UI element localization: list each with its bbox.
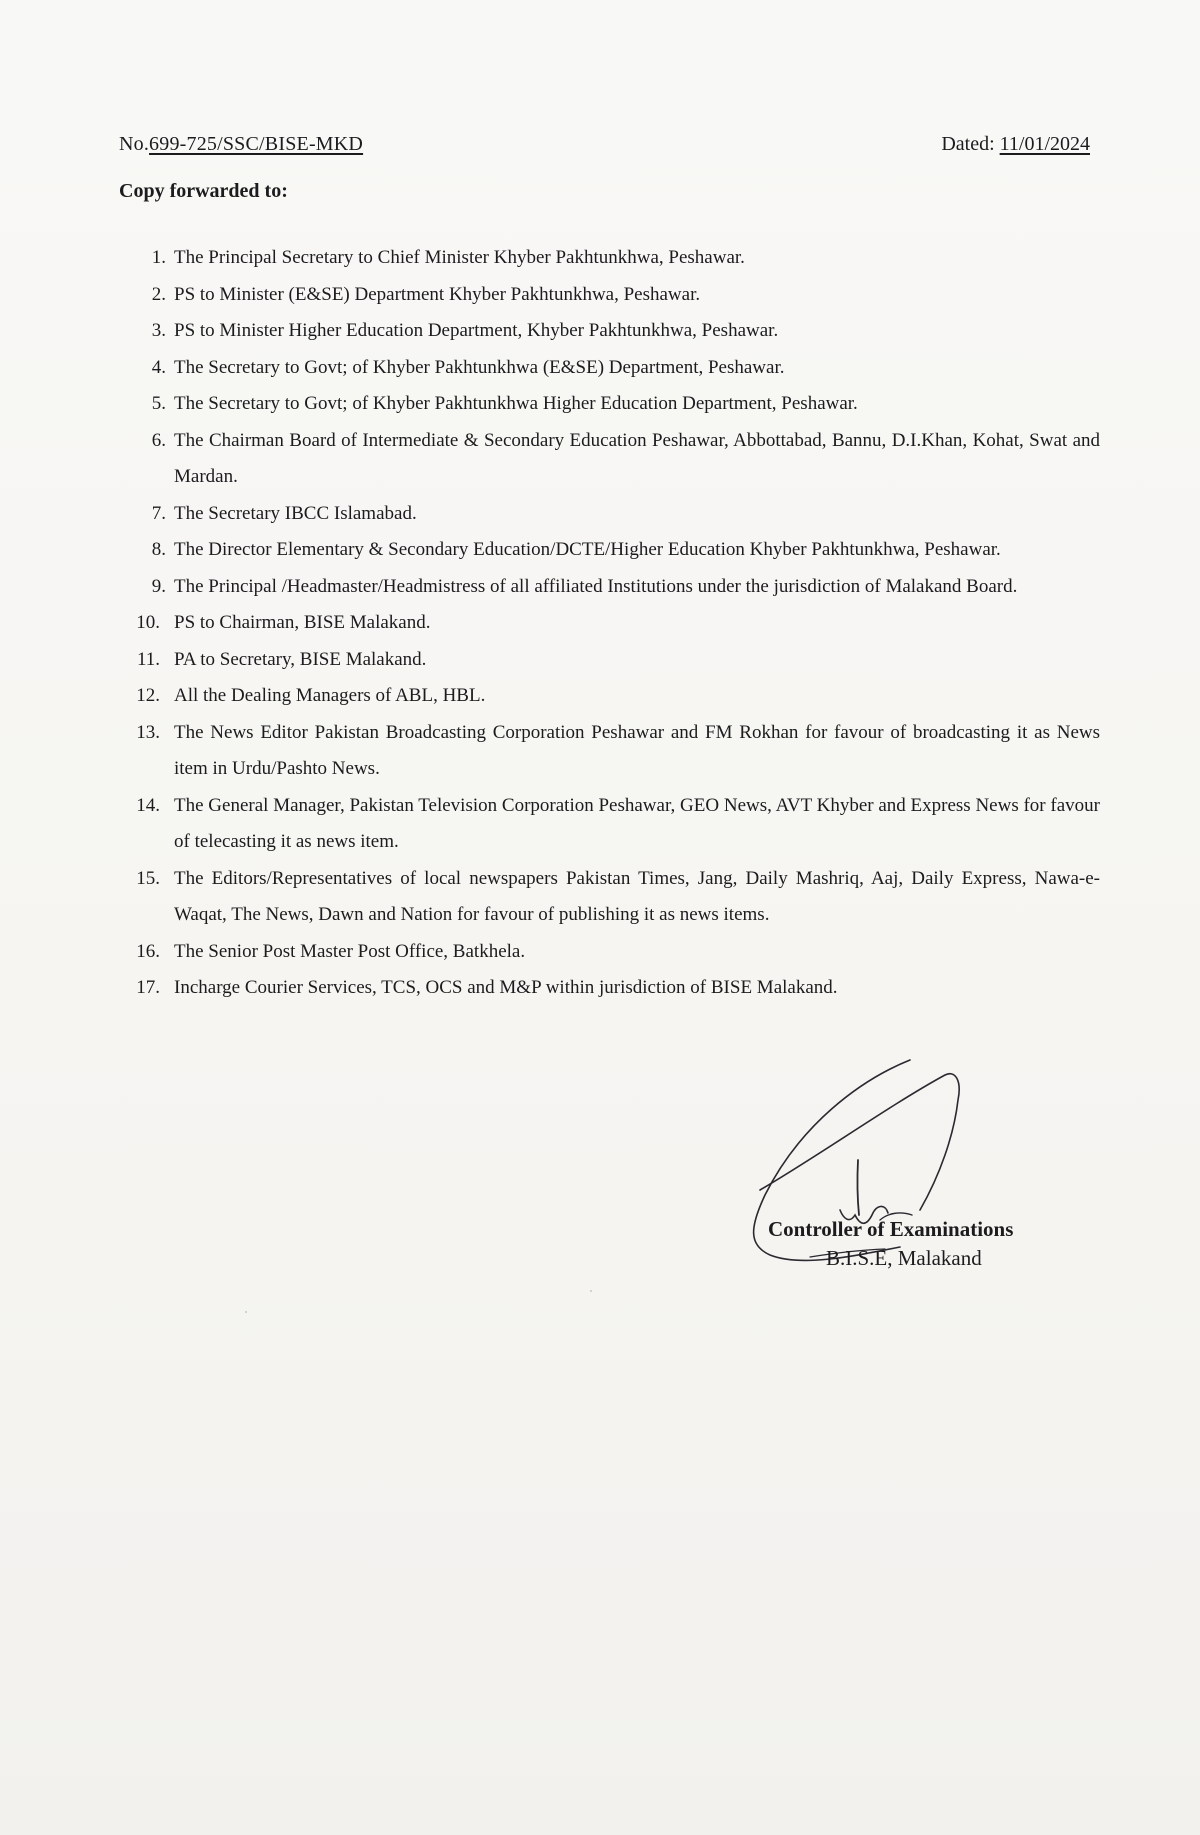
recipient-text: Incharge Courier Services, TCS, OCS and M&P within jurisdiction of BISE Malakand. — [174, 977, 838, 998]
recipient-number: 5. — [151, 393, 166, 414]
copy-forwarded-heading: Copy forwarded to: — [119, 180, 288, 202]
recipient-text: The Senior Post Master Post Office, Batkhela. — [174, 940, 526, 962]
recipient-text: The Director Elementary & Secondary Education/DCTE/Higher Education Khyber Pakhtunkhwa, Peshawar. — [174, 539, 1001, 560]
recipient-number: 9. — [151, 575, 166, 597]
recipient-text: All the Dealing Managers of ABL, HBL. — [174, 685, 486, 706]
recipient-text: The Principal Secretary to Chief Minister Khyber Pakhtunkhwa, Peshawar. — [174, 247, 745, 268]
recipient-list-item — [130, 313, 1100, 350]
recipient-number: 10. — [136, 612, 160, 633]
recipient-number: 14. — [136, 794, 160, 816]
date-value: 11/01/2024 — [999, 133, 1090, 155]
recipient-list-item — [130, 386, 1100, 423]
recipient-number: 11. — [136, 648, 160, 670]
recipient-number: 7. — [151, 502, 166, 524]
recipient-list-item — [130, 788, 1100, 861]
reference-number-value: 699-725/SSC/BISE-MKD — [149, 133, 364, 155]
recipient-number: 1. — [151, 247, 166, 268]
recipient-list-item — [130, 605, 1100, 642]
recipient-number: 12. — [136, 685, 160, 706]
recipient-list-item — [130, 678, 1100, 715]
recipient-list-item — [130, 496, 1100, 533]
recipient-text: The General Manager, Pakistan Television Corporation Peshawar, GEO News, AVT Khyber and Express News for favour of telecasting it as news item. — [174, 794, 1100, 852]
signatory-organization: B.I.S.E, Malakand — [826, 1246, 982, 1270]
recipient-list-item — [130, 934, 1100, 971]
recipient-text: PA to Secretary, BISE Malakand. — [174, 648, 427, 670]
recipient-list-item — [130, 715, 1100, 788]
reference-number — [119, 133, 363, 156]
recipient-text: The News Editor Pakistan Broadcasting Corporation Peshawar and FM Rokhan for favour of broadcasting it as News item in Urdu/Pashto News. — [174, 721, 1100, 779]
recipient-number: 8. — [151, 539, 166, 560]
recipient-text: PS to Minister Higher Education Department, Khyber Pakhtunkhwa, Peshawar. — [174, 320, 779, 341]
recipient-text: The Secretary IBCC Islamabad. — [174, 502, 417, 524]
recipient-text: The Editors/Representatives of local newspapers Pakistan Times, Jang, Daily Mashriq, Aaj, Daily Express, Nawa-e-Waqat, The News, Dawn and Nation for favour of publishing it as news items. — [174, 867, 1100, 925]
recipient-list-item — [130, 240, 1100, 277]
recipient-list-item — [130, 970, 1100, 1007]
recipient-number: 3. — [151, 320, 166, 341]
recipient-number: 6. — [151, 429, 166, 451]
recipient-number: 13. — [136, 721, 160, 743]
recipient-text: The Secretary to Govt; of Khyber Pakhtunkhwa Higher Education Department, Peshawar. — [174, 393, 858, 414]
recipient-number: 15. — [136, 867, 160, 889]
recipient-number: 4. — [151, 356, 166, 378]
recipient-number: 17. — [136, 977, 160, 998]
recipient-text: PS to Chairman, BISE Malakand. — [174, 612, 431, 633]
recipient-list-item — [130, 861, 1100, 934]
recipient-number: 16. — [136, 940, 160, 962]
recipient-text: The Chairman Board of Intermediate & Secondary Education Peshawar, Abbottabad, Bannu, D.I.Khan, Kohat, Swat and Mardan. — [174, 429, 1100, 487]
signatory-title: Controller of Examinations — [768, 1217, 1014, 1241]
recipient-list-item — [130, 569, 1100, 606]
paper-speck — [590, 1290, 592, 1292]
reference-prefix: No. — [119, 133, 150, 155]
recipient-list-item — [130, 642, 1100, 679]
recipient-list-item — [130, 423, 1100, 496]
recipient-text: PS to Minister (E&SE) Department Khyber Pakhtunkhwa, Peshawar. — [174, 283, 701, 305]
document-date — [941, 133, 1090, 156]
recipient-text: The Secretary to Govt; of Khyber Pakhtunkhwa (E&SE) Department, Peshawar. — [174, 356, 785, 378]
distribution-list — [130, 240, 1100, 1007]
recipient-list-item — [130, 277, 1100, 314]
recipient-text: The Principal /Headmaster/Headmistress of all affiliated Institutions under the jurisdiction of Malakand Board. — [174, 575, 1018, 597]
date-label: Dated: — [941, 133, 1000, 155]
recipient-list-item — [130, 350, 1100, 387]
recipient-number: 2. — [151, 283, 166, 305]
recipient-list-item — [130, 532, 1100, 569]
paper-speck — [245, 1311, 247, 1313]
